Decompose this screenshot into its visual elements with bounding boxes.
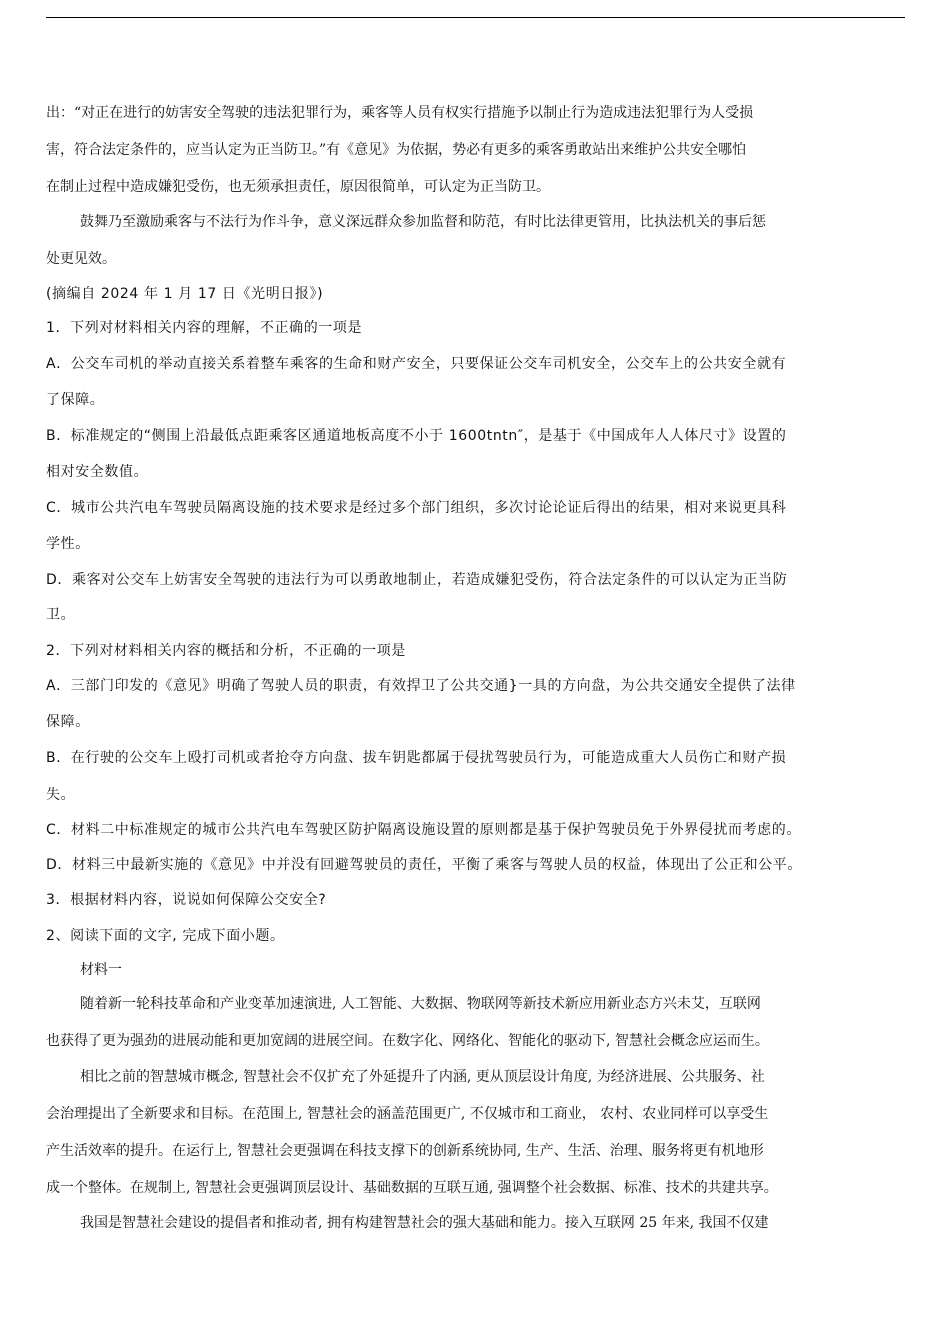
text-line: 在制止过程中造成嫌犯受伤，也无须承担责任，原因很简单，可认定为正当防卫。: [46, 179, 550, 195]
q2-option-b: B．在行驶的公交车上殴打司机或者抢夺方向盘、拔车钥匙都属于侵扰驾驶员行为，可能造成重大人员伤亡和财产损: [46, 750, 787, 766]
q1-option-b-cont: 相对安全数值。: [46, 464, 149, 480]
material-1-label: 材料一: [80, 962, 122, 978]
header-rule: [46, 17, 905, 18]
q2-option-c: C．材料二中标准规定的城市公共汽电车驾驶区防护隔离设施设置的原则都是基于保护驾驶员免于外界侵扰而考虑的。: [46, 822, 801, 838]
text-line: 也获得了更为强劲的进展动能和更加宽阔的进展空间。在数字化、网络化、智能化的驱动下, 智慧社会概念应运而生。: [46, 1033, 769, 1049]
q1-option-c-cont: 学性。: [46, 536, 90, 552]
source-citation: (摘编自 2024 年 1 月 17 日《光明日报》): [46, 286, 324, 302]
text-line: 会治理提出了全新要求和目标。在范围上, 智慧社会的涵盖范围更广, 不仅城市和工商业， 农村、农业同样可以享受生: [46, 1106, 769, 1122]
section-2-heading: 2、阅读下面的文字, 完成下面小题。: [46, 928, 285, 944]
text-line: 处更见效。: [46, 251, 116, 267]
q1-option-d: D．乘客对公交车上妨害安全驾驶的违法行为可以勇敢地制止，若造成嫌犯受伤，符合法定条件的可以认定为正当防: [46, 572, 788, 588]
question-2: 2．下列对材料相关内容的概括和分析，不正确的一项是: [46, 643, 406, 659]
q2-option-a: A．三部门印发的《意见》明确了驾驶人员的职责，有效捍卫了公共交通}一具的方向盘，为公共交通安全提供了法律: [46, 678, 796, 694]
text-line: 成一个整体。在规制上, 智慧社会更强调顶层设计、基础数据的互联互通, 强调整个社会数据、标准、技术的共建共享。: [46, 1180, 778, 1196]
question-3: 3．根据材料内容，说说如何保障公交安全?: [46, 892, 327, 908]
text-line: 我国是智慧社会建设的提倡者和推动者, 拥有构建智慧社会的强大基础和能力。接入互联网 25 年来, 我国不仅建: [80, 1215, 769, 1231]
q2-option-d: D．材料三中最新实施的《意见》中并没有回避驾驶员的责任，平衡了乘客与驾驶人员的权益，体现出了公正和公平。: [46, 857, 802, 873]
text-line: 产生活效率的提升。在运行上, 智慧社会更强调在科技支撑下的创新系统协同, 生产、生活、治理、服务将更有机地形: [46, 1143, 764, 1159]
text-line: 鼓舞乃至激励乘客与不法行为作斗争，意义深远群众参加监督和防范，有时比法律更管用，比执法机关的事后惩: [80, 214, 766, 230]
text-line: 出：“对正在进行的妨害安全驾驶的违法犯罪行为，乘客等人员有权实行措施予以制止行为造成违法犯罪行为人受损: [46, 105, 754, 121]
text-line: 随着新一轮科技革命和产业变革加速演进, 人工智能、大数据、物联网等新技术新应用新业态方兴未艾，互联网: [80, 996, 761, 1012]
q1-option-a-cont: 了保障。: [46, 392, 105, 408]
q1-option-a: A．公交车司机的举动直接关系着整车乘客的生命和财产安全，只要保证公交车司机安全，公交车上的公共安全就有: [46, 356, 787, 372]
q2-option-b-cont: 失。: [46, 787, 76, 803]
text-line: 害，符合法定条件的，应当认定为正当防卫。”有《意见》为依据，势必有更多的乘客勇敢站出来维护公共安全哪怕: [46, 142, 747, 158]
text-line: 相比之前的智慧城市概念, 智慧社会不仅扩充了外延提升了内涵, 更从顶层设计角度, 为经济进展、公共服务、社: [80, 1069, 765, 1085]
q1-option-b: B．标准规定的“侧围上沿最低点距乘客区通道地板高度不小于 1600tntn″，是基于《中国成年人人体尺寸》设置的: [46, 428, 787, 444]
q2-option-a-cont: 保障。: [46, 714, 90, 730]
q1-option-c: C．城市公共汽电车驾驶员隔离设施的技术要求是经过多个部门组织，多次讨论论证后得出的结果，相对来说更具科: [46, 500, 787, 516]
q1-option-d-cont: 卫。: [46, 607, 76, 623]
question-1: 1．下列对材料相关内容的理解，不正确的一项是: [46, 320, 363, 336]
